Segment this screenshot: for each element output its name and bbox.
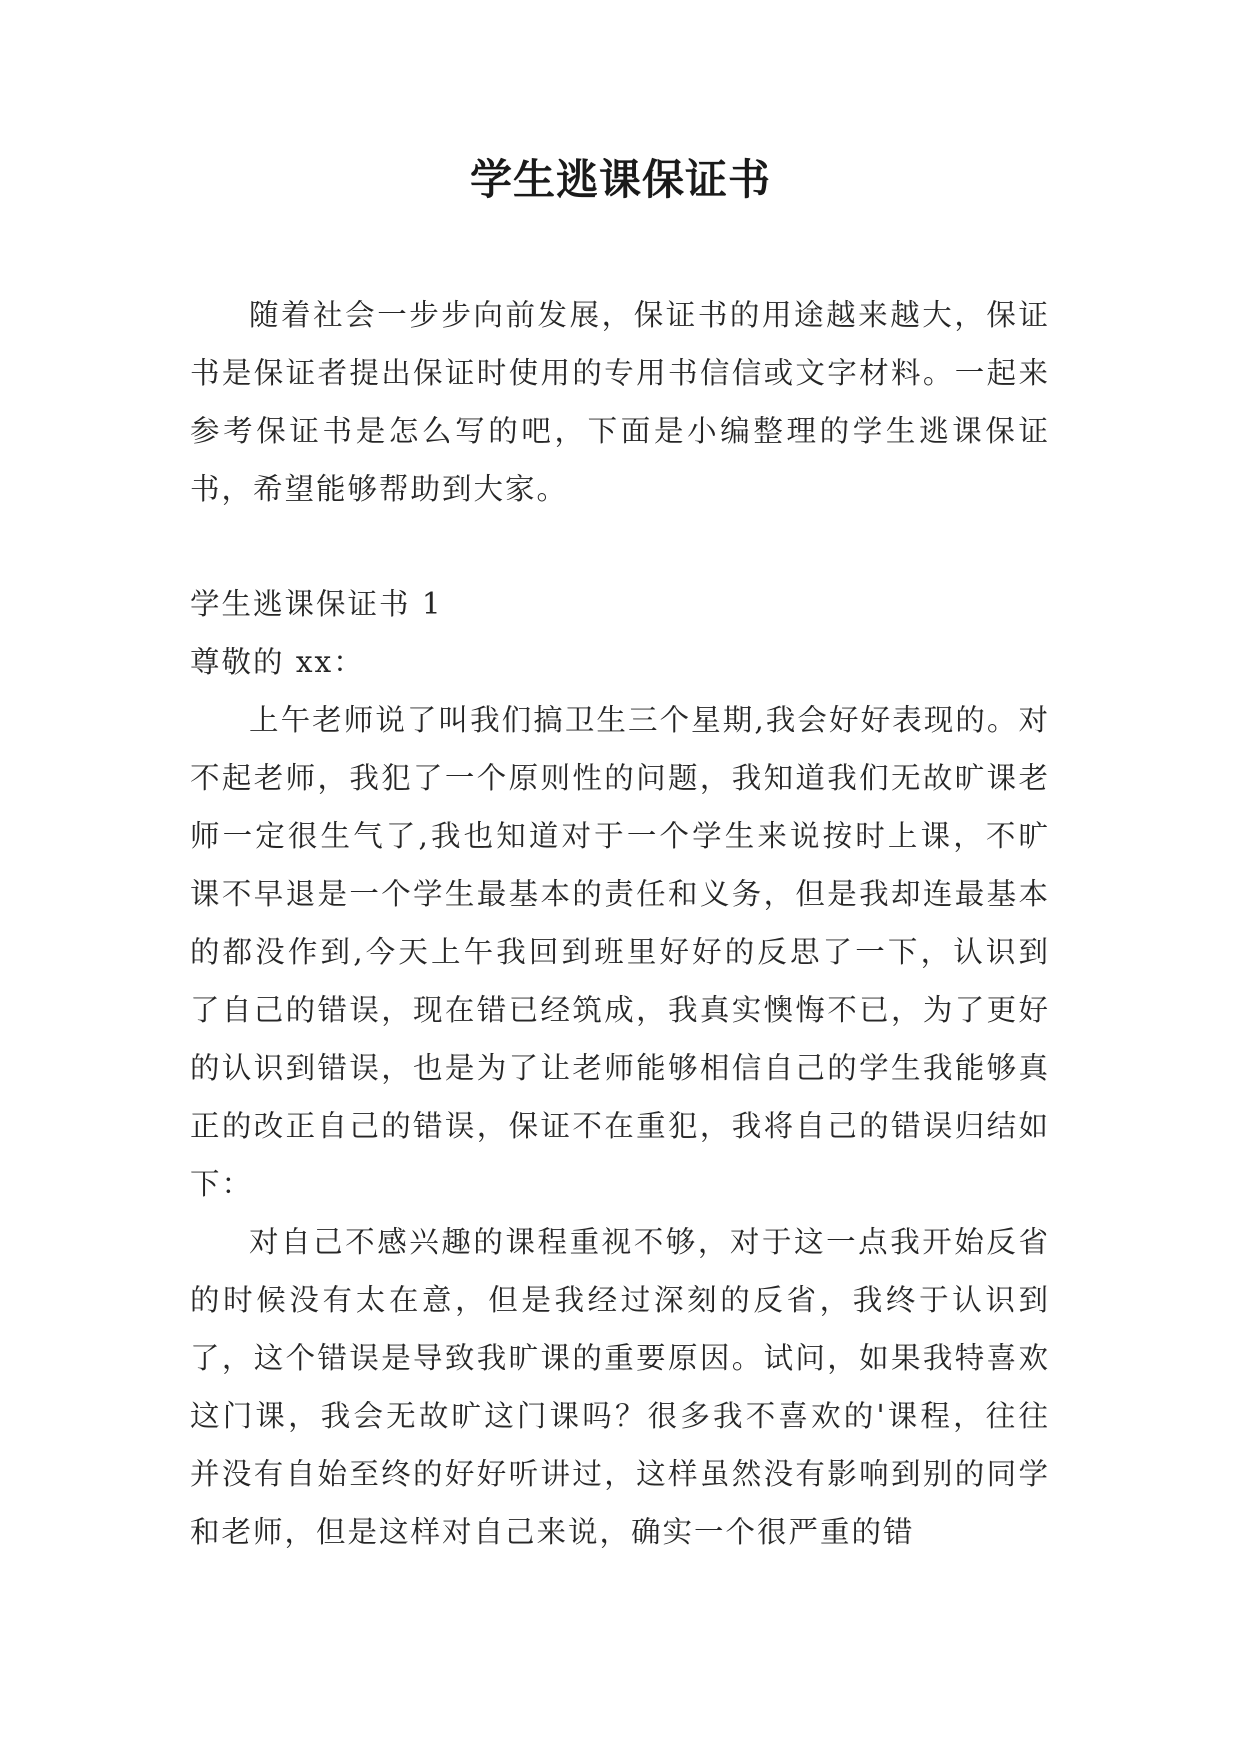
document-title: 学生逃课保证书	[469, 155, 771, 204]
intro-paragraph: 随着社会一步步向前发展，保证书的用途越来越大，保证书是保证者提出保证时使用的专用书信信或文字材料。一起来参考保证书是怎么写的吧，下面是小编整理的学生逃课保证书，希望能够帮助到大家。	[190, 298, 1050, 506]
salutation: 尊敬的 xx：	[190, 645, 365, 679]
intro-block	[190, 286, 1050, 518]
body-paragraph: 对自己不感兴趣的课程重视不够，对于这一点我开始反省的时候没有太在意，但是我经过深刻的反省，我终于认识到了，这个错误是导致我旷课的重要原因。试问，如果我特喜欢这门课，我会无故旷这门课吗？很多我不喜欢的'课程，往往并没有自始至终的好好听讲过，这样虽然没有影响到别的同学和老师，但是这样对自己来说，确实一个很严重的错	[190, 1225, 1050, 1549]
letter-section	[190, 575, 1050, 1561]
body-paragraph: 上午老师说了叫我们搞卫生三个星期,我会好好表现的。对不起老师，我犯了一个原则性的问题，我知道我们无故旷课老师一定很生气了,我也知道对于一个学生来说按时上课，不旷课不早退是一个学生最基本的责任和义务，但是我却连最基本的都没作到,今天上午我回到班里好好的反思了一下，认识到了自己的错误，现在错已经筑成，我真实懊悔不已，为了更好的认识到错误，也是为了让老师能够相信自己的学生我能够真正的改正自己的错误，保证不在重犯，我将自己的错误归结如下：	[190, 703, 1050, 1201]
section-heading: 学生逃课保证书 1	[190, 587, 443, 621]
